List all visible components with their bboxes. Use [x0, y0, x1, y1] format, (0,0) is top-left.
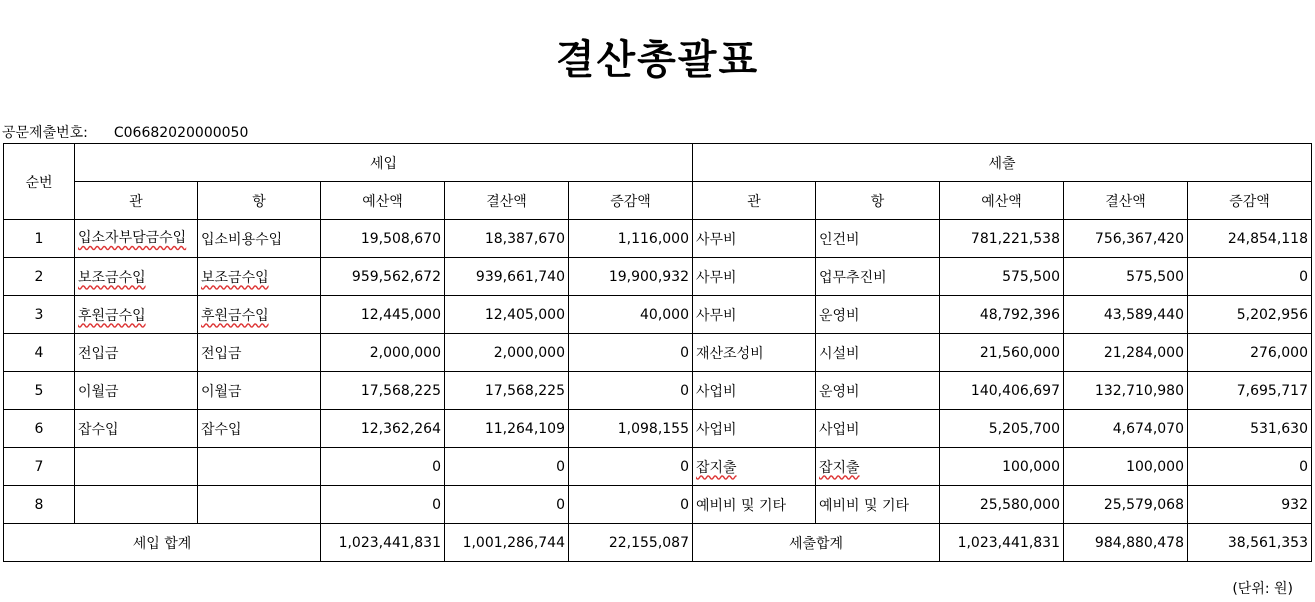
cell-text: 0: [432, 458, 441, 475]
cell-text: 0: [556, 496, 565, 513]
cell-in-diff: [569, 258, 693, 296]
header-in-budget: 예산액: [321, 182, 445, 220]
cell-no: [4, 296, 75, 334]
cell-in-diff: [569, 296, 693, 334]
cell-text: 사업비: [819, 421, 860, 438]
cell-text: 0: [1299, 268, 1308, 285]
cell-in-budget: [321, 372, 445, 410]
header-ex-gwan: 관: [693, 182, 816, 220]
income-total-label: 세입 합계: [4, 524, 321, 562]
cell-ex-diff: [1188, 410, 1312, 448]
cell-text: 17,568,225: [484, 382, 565, 399]
cell-text: 11,264,109: [484, 420, 565, 437]
cell-text: 3: [34, 306, 44, 323]
expense-total-budget: 1,023,441,831: [940, 524, 1064, 562]
cell-text: 사업비: [696, 421, 737, 438]
income-total-settled: 1,001,286,744: [445, 524, 569, 562]
cell-text: 보조금수입: [201, 269, 269, 286]
cell-ex-gwan: [693, 372, 816, 410]
header-in-gwan: 관: [75, 182, 198, 220]
header-in-diff: 증감액: [569, 182, 693, 220]
cell-ex-budget: [940, 448, 1064, 486]
table-row: [4, 448, 1312, 486]
cell-ex-hang: [816, 220, 940, 258]
cell-in-settled: [445, 410, 569, 448]
cell-in-settled: [445, 220, 569, 258]
cell-text: 140,406,697: [970, 382, 1060, 399]
cell-ex-settled: [1064, 410, 1188, 448]
cell-ex-hang: [816, 486, 940, 524]
cell-in-gwan: [75, 258, 198, 296]
cell-text: 21,560,000: [979, 344, 1060, 361]
header-ex-hang: 항: [816, 182, 940, 220]
cell-in-budget: [321, 410, 445, 448]
cell-text: 18,387,670: [484, 230, 565, 247]
cell-text: 756,367,420: [1094, 230, 1184, 247]
table-row: [4, 486, 1312, 524]
cell-text: 939,661,740: [475, 268, 565, 285]
cell-text: 운영비: [819, 383, 860, 400]
cell-ex-gwan: [693, 258, 816, 296]
doc-number-value: C06682020000050: [113, 125, 249, 141]
cell-text: 19,900,932: [608, 268, 689, 285]
cell-text: 입소비용수입: [201, 231, 283, 248]
cell-text: 25,579,068: [1103, 496, 1184, 513]
cell-in-budget: [321, 296, 445, 334]
cell-text: 이월금: [78, 383, 119, 400]
cell-ex-diff: [1188, 334, 1312, 372]
cell-ex-hang: [816, 410, 940, 448]
cell-in-diff: [569, 334, 693, 372]
cell-in-diff: [569, 448, 693, 486]
cell-no: [4, 220, 75, 258]
cell-text: 사무비: [696, 231, 737, 248]
table-row: [4, 410, 1312, 448]
cell-text: 재산조성비: [696, 345, 764, 362]
cell-ex-settled: [1064, 258, 1188, 296]
cell-ex-gwan: [693, 296, 816, 334]
cell-in-budget: [321, 334, 445, 372]
cell-in-diff: [569, 372, 693, 410]
cell-in-diff: [569, 486, 693, 524]
cell-text: 7,695,717: [1236, 382, 1308, 399]
table-row: [4, 334, 1312, 372]
page-title: 결산총괄표: [555, 37, 760, 83]
cell-ex-diff: [1188, 448, 1312, 486]
cell-text: 잡지출: [696, 459, 737, 476]
cell-text: 운영비: [819, 307, 860, 324]
cell-in-settled: [445, 486, 569, 524]
cell-text: 7: [34, 458, 44, 475]
cell-text: 4,674,070: [1112, 420, 1184, 437]
cell-text: 575,500: [1126, 268, 1184, 285]
header-row-1: [4, 144, 1312, 182]
cell-in-hang: [198, 486, 321, 524]
totals-row: [4, 524, 1312, 562]
cell-ex-hang: [816, 334, 940, 372]
cell-text: 0: [680, 496, 689, 513]
cell-ex-settled: [1064, 334, 1188, 372]
cell-text: 40,000: [640, 306, 689, 323]
cell-in-hang: [198, 448, 321, 486]
cell-text: 932: [1281, 496, 1308, 513]
cell-ex-gwan: [693, 220, 816, 258]
cell-in-settled: [445, 372, 569, 410]
cell-text: 5: [34, 382, 44, 399]
cell-in-settled: [445, 258, 569, 296]
cell-in-budget: [321, 448, 445, 486]
cell-text: 4: [34, 344, 44, 361]
cell-ex-budget: [940, 296, 1064, 334]
cell-text: 잡지출: [819, 459, 860, 476]
cell-text: 전입금: [201, 345, 242, 362]
cell-ex-hang: [816, 296, 940, 334]
cell-in-hang: [198, 372, 321, 410]
cell-in-gwan: [75, 334, 198, 372]
cell-text: 132,710,980: [1094, 382, 1184, 399]
cell-text: 5,205,700: [988, 420, 1060, 437]
header-ex-diff: 증감액: [1188, 182, 1312, 220]
cell-no: [4, 372, 75, 410]
cell-text: 1: [34, 230, 44, 247]
cell-text: 276,000: [1250, 344, 1308, 361]
cell-in-gwan: [75, 296, 198, 334]
cell-ex-budget: [940, 220, 1064, 258]
cell-ex-budget: [940, 334, 1064, 372]
cell-text: 사업비: [696, 383, 737, 400]
cell-in-hang: [198, 410, 321, 448]
cell-ex-diff: [1188, 486, 1312, 524]
cell-in-diff: [569, 220, 693, 258]
cell-text: 531,630: [1250, 420, 1308, 437]
cell-text: 6: [34, 420, 44, 437]
cell-ex-diff: [1188, 220, 1312, 258]
cell-in-gwan: [75, 372, 198, 410]
cell-text: 12,405,000: [484, 306, 565, 323]
cell-text: 이월금: [201, 383, 242, 400]
settlement-summary-table: [3, 143, 1312, 562]
cell-no: [4, 410, 75, 448]
expense-total-settled: 984,880,478: [1064, 524, 1188, 562]
cell-in-gwan: [75, 220, 198, 258]
cell-text: 시설비: [819, 345, 860, 362]
cell-text: 0: [556, 458, 565, 475]
cell-in-hang: [198, 220, 321, 258]
cell-ex-gwan: [693, 410, 816, 448]
cell-text: 2,000,000: [493, 344, 565, 361]
table-row: [4, 258, 1312, 296]
cell-ex-diff: [1188, 258, 1312, 296]
cell-ex-budget: [940, 372, 1064, 410]
cell-no: [4, 486, 75, 524]
cell-text: 2,000,000: [369, 344, 441, 361]
cell-text: 24,854,118: [1227, 230, 1308, 247]
cell-text: 사무비: [696, 269, 737, 286]
cell-in-gwan: [75, 486, 198, 524]
cell-ex-gwan: [693, 448, 816, 486]
header-in-hang: 항: [198, 182, 321, 220]
cell-text: 0: [680, 344, 689, 361]
cell-text: 781,221,538: [970, 230, 1060, 247]
cell-in-budget: [321, 486, 445, 524]
cell-text: 0: [680, 382, 689, 399]
cell-ex-diff: [1188, 296, 1312, 334]
cell-in-hang: [198, 334, 321, 372]
cell-text: 보조금수입: [78, 269, 146, 286]
cell-in-settled: [445, 448, 569, 486]
cell-text: 100,000: [1002, 458, 1060, 475]
header-income: 세입: [75, 144, 693, 182]
cell-text: 0: [432, 496, 441, 513]
cell-text: 잡수입: [201, 421, 242, 438]
cell-text: 예비비 및 기타: [819, 497, 910, 514]
header-row-2: [4, 182, 1312, 220]
cell-text: 12,362,264: [360, 420, 441, 437]
cell-text: 575,500: [1002, 268, 1060, 285]
cell-text: 후원금수입: [78, 307, 146, 324]
cell-text: 100,000: [1126, 458, 1184, 475]
cell-text: 1,098,155: [617, 420, 689, 437]
cell-text: 8: [34, 496, 44, 513]
expense-total-diff: 38,561,353: [1188, 524, 1312, 562]
cell-ex-settled: [1064, 220, 1188, 258]
header-seq: 순번: [4, 144, 75, 220]
cell-ex-gwan: [693, 334, 816, 372]
table-row: [4, 220, 1312, 258]
cell-ex-hang: [816, 448, 940, 486]
header-ex-settled: 결산액: [1064, 182, 1188, 220]
table-row: [4, 372, 1312, 410]
cell-ex-hang: [816, 372, 940, 410]
cell-in-budget: [321, 258, 445, 296]
cell-ex-hang: [816, 258, 940, 296]
cell-in-hang: [198, 258, 321, 296]
cell-text: 2: [34, 268, 44, 285]
cell-ex-settled: [1064, 296, 1188, 334]
cell-ex-settled: [1064, 486, 1188, 524]
cell-text: 입소자부담금수입: [78, 230, 187, 246]
cell-text: 25,580,000: [979, 496, 1060, 513]
cell-no: [4, 448, 75, 486]
cell-in-settled: [445, 334, 569, 372]
doc-number: [2, 122, 248, 142]
table-row: [4, 296, 1312, 334]
cell-text: 17,568,225: [360, 382, 441, 399]
cell-text: 48,792,396: [979, 306, 1060, 323]
cell-text: 후원금수입: [201, 307, 269, 324]
cell-ex-budget: [940, 410, 1064, 448]
cell-text: 12,445,000: [360, 306, 441, 323]
cell-text: 전입금: [78, 345, 119, 362]
cell-in-diff: [569, 410, 693, 448]
header-in-settled: 결산액: [445, 182, 569, 220]
cell-no: [4, 334, 75, 372]
cell-text: 업무추진비: [819, 269, 887, 286]
income-total-diff: 22,155,087: [569, 524, 693, 562]
cell-text: 0: [680, 458, 689, 475]
unit-note: (단위: 원): [1232, 581, 1293, 597]
cell-in-gwan: [75, 410, 198, 448]
cell-in-hang: [198, 296, 321, 334]
cell-text: 43,589,440: [1103, 306, 1184, 323]
cell-text: 959,562,672: [351, 268, 441, 285]
income-total-budget: 1,023,441,831: [321, 524, 445, 562]
header-expense: 세출: [693, 144, 1312, 182]
cell-in-gwan: [75, 448, 198, 486]
header-ex-budget: 예산액: [940, 182, 1064, 220]
cell-ex-gwan: [693, 486, 816, 524]
cell-text: 인건비: [819, 231, 860, 248]
cell-text: 1,116,000: [617, 230, 689, 247]
cell-text: 예비비 및 기타: [696, 497, 787, 514]
cell-text: 사무비: [696, 307, 737, 324]
cell-ex-settled: [1064, 448, 1188, 486]
cell-text: 잡수입: [78, 421, 119, 438]
doc-number-label: 공문제출번호:: [2, 125, 88, 141]
cell-text: 0: [1299, 458, 1308, 475]
cell-ex-budget: [940, 258, 1064, 296]
cell-ex-settled: [1064, 372, 1188, 410]
cell-no: [4, 258, 75, 296]
cell-in-budget: [321, 220, 445, 258]
cell-text: 21,284,000: [1103, 344, 1184, 361]
cell-ex-budget: [940, 486, 1064, 524]
cell-text: 19,508,670: [360, 230, 441, 247]
cell-ex-diff: [1188, 372, 1312, 410]
cell-in-settled: [445, 296, 569, 334]
cell-text: 5,202,956: [1236, 306, 1308, 323]
expense-total-label: 세출합계: [693, 524, 940, 562]
